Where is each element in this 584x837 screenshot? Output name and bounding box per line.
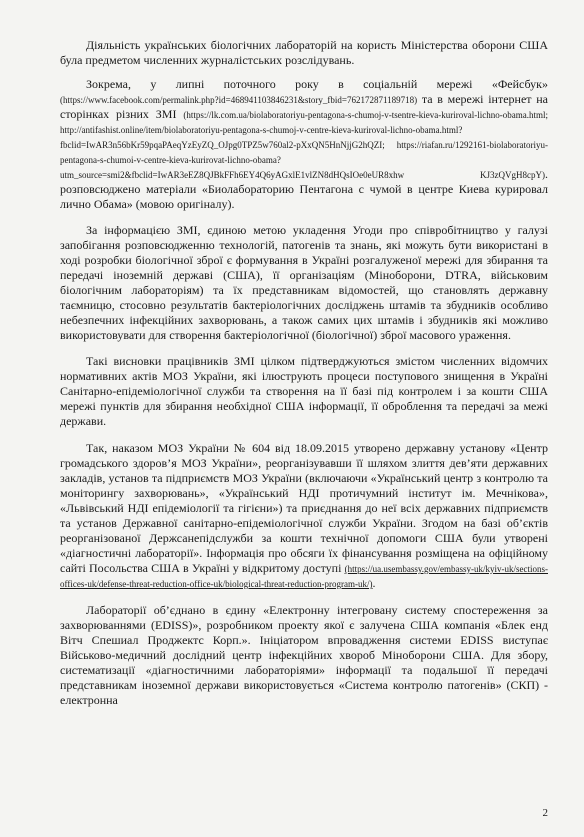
page-number: 2 — [542, 807, 548, 819]
paragraph-text: . розповсюджено матеріали «Биолабораторию Пентагона с чумой в центре Киева курировал лично Обама» (мовою оригіналу). — [60, 167, 548, 211]
paragraph-social-media — [60, 77, 548, 212]
paragraph-text: та в мережі інтернет на сторінках різних ЗМІ — [60, 92, 548, 121]
paragraph-conclusions: Такі висновки працівників ЗМІ цілком підтверджуються змістом численних відомчих нормативних актів МОЗ України, які ілюструють процеси поступового знищення в Україні Санітарно-епідеміологічної служби та створення на її базі під контролем і за кошти США мережі пунктів для збирання необхідної США інформації, її оброблення та передачі за межі держави. — [60, 354, 548, 428]
media-urls: (https://lk.com.ua/biolaboratoriyu-pentagona-s-chumoj-v-tsentre-kieva-kuriroval-lichno-obama.html; http://antifashist.online/item/biolaboratoriyu-pentagona-s-chumoj-v-centre-kieva-kuriroval-lichno-obama.html?fbclid=IwAR3n56bKr59pqaPAeqYzEyZQ_OJpg0TPZ5w760al2-pXxQN5HnNjjG2hQZI; https://riafan.ru/1292161-biolaboratoriyu-pentagona-s-chumoi-v-centre-kieva-kurirovat-lichno-obama?utm_source=smi2&fbclid=IwAR3eEZ8QJBkFFh6EY4Q6yAGxlE1vlZN8dHQsIOe0eUR8xhw KJ3zQVgH8cpY) — [60, 110, 548, 180]
embassy-link[interactable]: (https://ua.usembassy.gov/embassy-uk/kyiv-uk/sections-offices-uk/defense-threat-reduction-office-uk/biological-threat-reduction-program-uk/) — [60, 564, 548, 589]
paragraph-ediss: Лабораторії об’єднано в єдину «Електронну інтегровану систему спостереження за захворюваннями (EDISS)», розробником проекту якої є залучена США компанія «Блек енд Вітч Спешиал Проджектс Корп.». Ініціатором впровадження системи EDISS виступає Військово-медичний дослідний центр інфекційних хвороб Міноборони США. Для збору, систематизації «діагностичними лабораторіями» інформації та подальшої її передачі представникам іноземної держави використовується «Система контролю патогенів» (СКП) - електронна — [60, 603, 548, 707]
facebook-url: (https://www.facebook.com/permalink.php?id=468941103846231&story_fbid=762172871189718) — [60, 95, 418, 105]
paragraph-order-604 — [60, 441, 548, 591]
paragraph-text: . — [372, 576, 376, 590]
paragraph-text: Зокрема, у липні поточного року в соціальній мережі «Фейсбук» — [86, 77, 548, 91]
paragraph-intro: Діяльність українських біологічних лабораторій на користь Міністерства оборони США була предметом численних журналістських розслідувань. — [60, 38, 548, 67]
paragraph-text: Так, наказом МОЗ України № 604 від 18.09.2015 утворено державну установу «Центр громадського здоров’я МОЗ України», реорганізувавши її шляхом злиття дев’яти державних закладів, установ та підприємств МОЗ України (включаючи «Український центр з контролю та моніторингу захворювань», «Український НДІ протичумний інститут ім. Мечнікова», «Львівський НДІ епідеміології та гігієни») та приєднання до неї всіх державних підприємств та установ Державної санітарно-епідеміологічної служби України. Згодом на базі об’єктів реорганізованої Держсанепідслужби за кошти технічної допомоги США були утворені «діагностичні лабораторії». Інформація про обсяги їх фінансування розміщена на офіційному сайті Посольства США в Україні у відкритому доступі — [60, 441, 548, 575]
paragraph-media-info: За інформацією ЗМІ, єдиною метою укладення Угоди про співробітництво у галузі запобігання розповсюдженню технологій, патогенів та знань, які можуть бути використані в ході розробки біологічної зброї є формування в Україні розгалуженої мережі для збирання та передачі іноземній державі (США), її організаціям (Міноборони, DTRA, військовим біологічним лабораторіям) та їх представникам відомостей, що становлять державну таємницю, стосовно результатів бактеріологічних досліджень штамів та збудників особливо небезпечних інфекційних захворювань, а також самих цих штамів і збудників які можливо використовувати для створення бактеріологічної (біологічної) зброї масового ураження. — [60, 223, 548, 342]
